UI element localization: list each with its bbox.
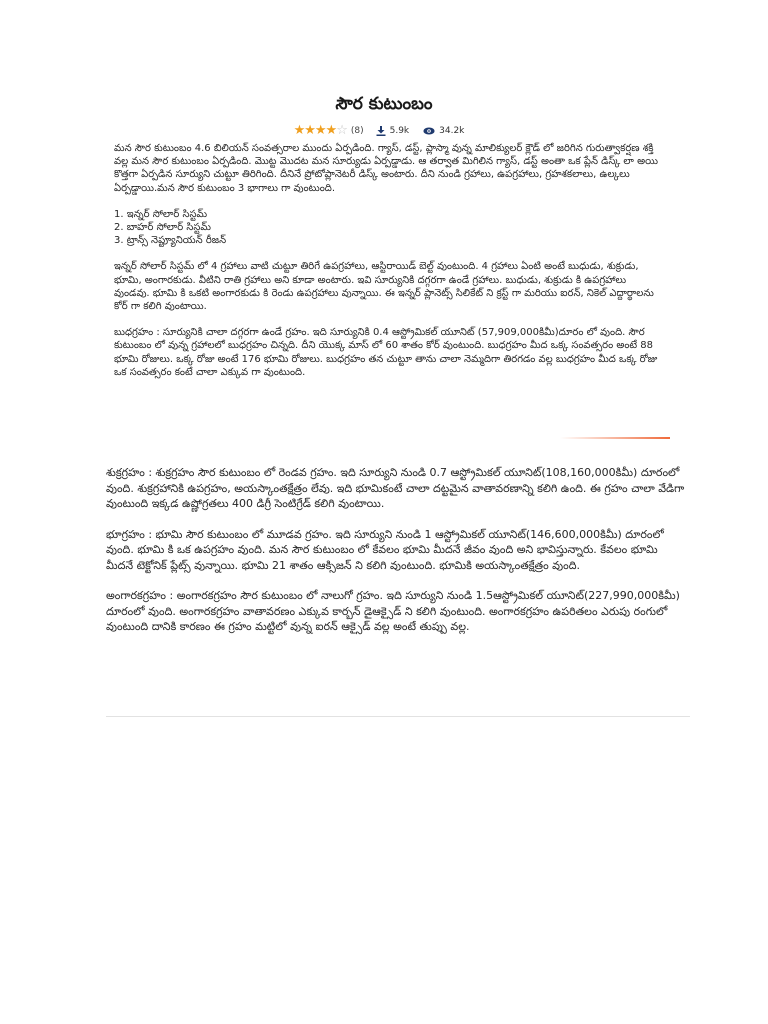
star-filled-icon: ★ [314, 123, 326, 138]
list-item: 3. ట్రాన్స్ నెప్ట్యూనియన్ రీజన్ [114, 235, 227, 247]
document-body-section-2 [106, 465, 686, 650]
star-empty-icon: ☆ [336, 123, 347, 138]
list-item: 2. బాహర్ సోలార్ సిస్టమ్ [114, 222, 211, 234]
list-item: 1. ఇన్నర్ సోలార్ సిస్టమ్ [114, 208, 208, 220]
intro-paragraph: మన సౌర కుటుంబం 4.6 బిలియన్ సంవత్సరాల ముందు ఏర్పడింది. గ్యాస్, డస్ట్, ప్లాస్మా వున్న మాలిక్యులర్ క్లౌడ్ లో జరిగిన గురుత్వాకర్షణ శక్తి వల్ల మన సౌర కుటుంబం ఏర్పడింది. మొట్ట మొదట మన సూర్యుడు ఏర్పడ్డాడు. ఆ తర్వాత మిగిలిన గ్యాస్, డస్ట్ అంతా ఒక ప్లేన్ డిస్క్ లా అయి కొత్తగా ఏర్పడిన సూర్యుని చుట్టూ తిరిగింది. దీనినే ప్రోటోప్లానెటరీ డిస్క్ అంటారు. దీని నుండి గ్రహాలు, ఉపగ్రహాలు, గ్రహశకలాలు, ఉల్కలు ఏర్పడ్డాయి.మన సౌర కుటుంబం 3 భాగాలు గా వుంటుంది. [114, 143, 658, 194]
document-body-section-1 [114, 142, 662, 392]
inner-system-paragraph: ఇన్నర్ సోలార్ సిస్టమ్ లో 4 గ్రహాలు వాటి చుట్టూ తిరిగే ఉపగ్రహాలు, ఆస్టిరాయిడ్ బెల్ట్ వుంటుంది. 4 గ్రహాలు ఏంటి అంటే బుధుడు, శుక్రుడు, భూమి, అంగారకుడు. వీటిని రాతి గ్రహాలు అని కూడా అంటారు. ఇవి సూర్యునికి దగ్గరగా ఉండే గ్రహాలు. బుధుడు, శుక్రుడు కి ఉపగ్రహాలు వుండవు. భూమి కి ఒకటి అంగారకుడు కి రెండు ఉపగ్రహాలు వున్నాయి. ఈ ఇన్నర్ ప్లానెట్స్ సిలికేట్ ని క్రస్ట్ గా మరియు ఐరన్, నికెల్ ఎద్దార్థాలను కోర్ గా కలిగి వుంటాయి. [114, 261, 654, 313]
document-title: సౌర కుటుంబం [335, 94, 433, 114]
rating-count: (8) [350, 125, 364, 136]
document-meta-bar [0, 124, 768, 137]
section-divider [560, 437, 670, 439]
solar-system-parts-list [114, 208, 662, 248]
rating-stars[interactable] [294, 124, 347, 137]
bottom-divider [106, 716, 690, 717]
star-filled-icon: ★ [304, 123, 315, 138]
mars-paragraph: అంగారకగ్రహం : అంగారకగ్రహం సౌర కుటుంబం లో నాలుగో గ్రహం. ఇది సూర్యుని నుండి 1.5ఆస్ట్రోమికల్ యూనిట్(227,990,000కిమీ) దూరంలో వుంది. అంగారకగ్రహం వాతావరణం ఎక్కువ కార్బన్ డైఆక్సైడ్ ని కలిగి వుంటుంది. అంగారకగ్రహం ఉపరితలం ఎరుపు రంగులో వుంటుంది దానికి కారణం ఈ గ్రహం మట్టిలో వున్న ఐరన్ ఆక్సైడ్ వల్ల అంటే తుప్పు వల్ల. [106, 589, 680, 633]
star-filled-icon: ★ [325, 123, 337, 138]
download-icon[interactable] [376, 126, 386, 136]
venus-paragraph: శుక్రగ్రహం : శుక్రగ్రహం సౌర కుటుంబం లో రెండవ గ్రహం. ఇది సూర్యుని నుండి 0.7 ఆస్ట్రోమికల్ యూనిట్(108,160,000కిమీ) దూరంలో వుంది. శుక్రగ్రహానికి ఉపగ్రహం, అయస్కాంతక్షేత్రం లేవు. ఇది భూమికంటే చాలా దట్టమైన వాతావరణాన్ని కలిగి ఉంది. ఈ గ్రహం చాలా వేడిగా వుంటుంది ఇక్కడ ఉష్ణోగ్రతలు 400 డిగ్రీ సెంటిగ్రేడ్ కలిగి వుంటాయి. [106, 466, 685, 510]
mercury-paragraph: బుధగ్రహం : సూర్యునికి చాలా దగ్గరగా ఉండే గ్రహం. ఇది సూర్యునికి 0.4 ఆస్ట్రోమికల్ యూనిట్ (57,909,000కిమీ)దూరం లో వుంది. సౌర కుటుంబం లో వున్న గ్రహాలలో బుధగ్రహం చిన్నది. దీని యొక్క మాస్ లో 60 శాతం కోర్ వుంటుంది. బుధగ్రహం మీద ఒక్క సంవత్సరం అంటే 88 భూమి రోజులు. ఒక్క రోజు అంటే 176 భూమి రోజులు. బుధగ్రహం తన చుట్టూ తాను చాలా నెమ్మదిగా తిరగడం వల్ల బుధగ్రహం మీద ఒక్క రోజు ఒక సంవత్సరం కంటే చాలా ఎక్కువ గా వుంటుంది. [114, 327, 658, 378]
eye-icon [423, 127, 435, 135]
earth-paragraph: భూగ్రహం : భూమి సౌర కుటుంబం లో మూడవ గ్రహం. ఇది సూర్యుని నుండి 1 ఆస్ట్రోమికల్ యూనిట్(146,600,000కిమీ) దూరంలో వుంది. భూమి కి ఒక ఉపగ్రహం వుంది. మన సౌర కుటుంబం లో కేవలం భూమి మీదనే జీవం వుంది అని భావిస్తున్నారు. కేవలం భూమి మీదనే టెక్టోనిక్ ప్లేట్స్ వున్నాయి. భూమి 21 శాతం ఆక్సిజన్ ని కలిగి వుంటుంది. భూమికి అయస్కాంతక్షేత్రం వుంది. [106, 527, 664, 572]
view-count: 34.2k [439, 125, 465, 136]
star-filled-icon: ★ [293, 123, 305, 138]
download-count: 5.9k [389, 125, 410, 136]
